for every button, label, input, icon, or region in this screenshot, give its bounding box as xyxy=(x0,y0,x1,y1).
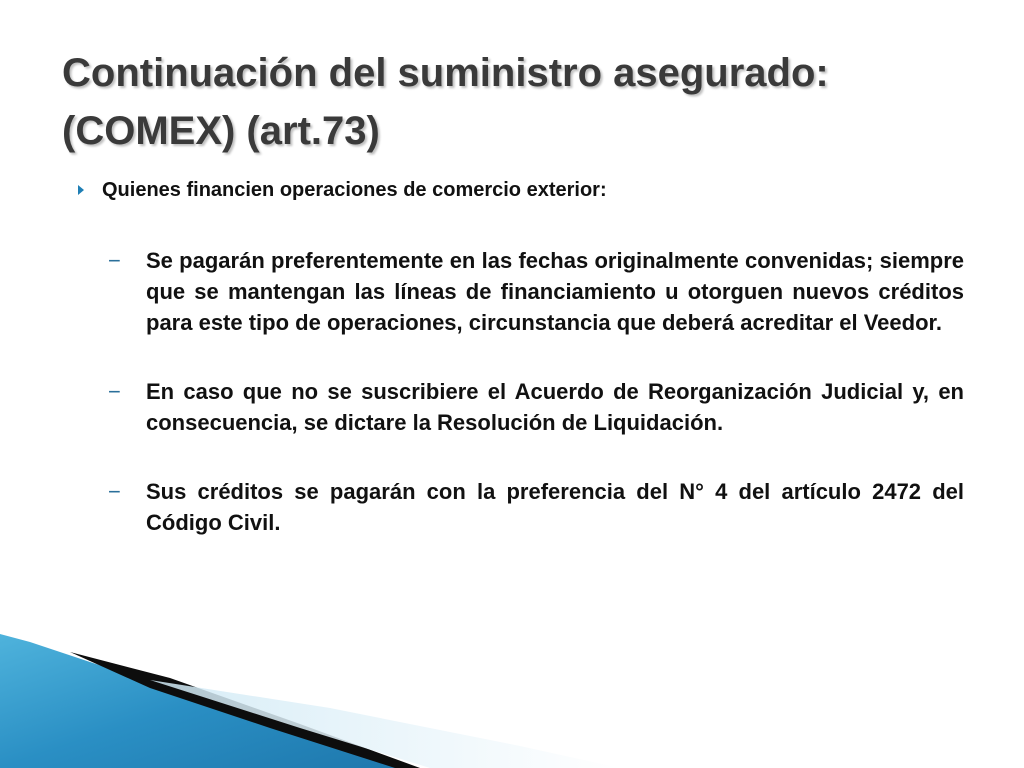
sub-bullet-item xyxy=(108,476,964,538)
dash-bullet-icon: − xyxy=(108,248,121,273)
main-bullet xyxy=(78,176,978,204)
sub-bullet-list xyxy=(108,245,964,576)
triangle-bullet-icon xyxy=(78,185,84,195)
dash-bullet-icon: − xyxy=(108,479,121,504)
sub-bullet-text: Se pagarán preferentemente en las fechas originalmente convenidas; siempre que se mantengan las líneas de financiamiento u otorguen nuevos créditos para este tipo de operaciones, circunstancia que deberá acreditar el Veedor. xyxy=(146,248,964,335)
sub-bullet-text: Sus créditos se pagarán con la preferencia del N° 4 del artículo 2472 del Código Civil. xyxy=(146,479,964,535)
title-line-1: Continuación del suministro asegurado: xyxy=(62,51,829,95)
main-bullet-text: Quienes financien operaciones de comercio exterior: xyxy=(102,179,607,201)
slide-title xyxy=(62,44,1002,160)
dash-bullet-icon: − xyxy=(108,379,121,404)
sub-bullet-item xyxy=(108,245,964,338)
sub-bullet-item xyxy=(108,376,964,438)
decorative-wave-corner xyxy=(0,628,1024,768)
sub-bullet-text: En caso que no se suscribiere el Acuerdo de Reorganización Judicial y, en consecuencia, se dictare la Resolución de Liquidación. xyxy=(146,379,964,435)
title-line-2: (COMEX) (art.73) xyxy=(62,109,380,153)
